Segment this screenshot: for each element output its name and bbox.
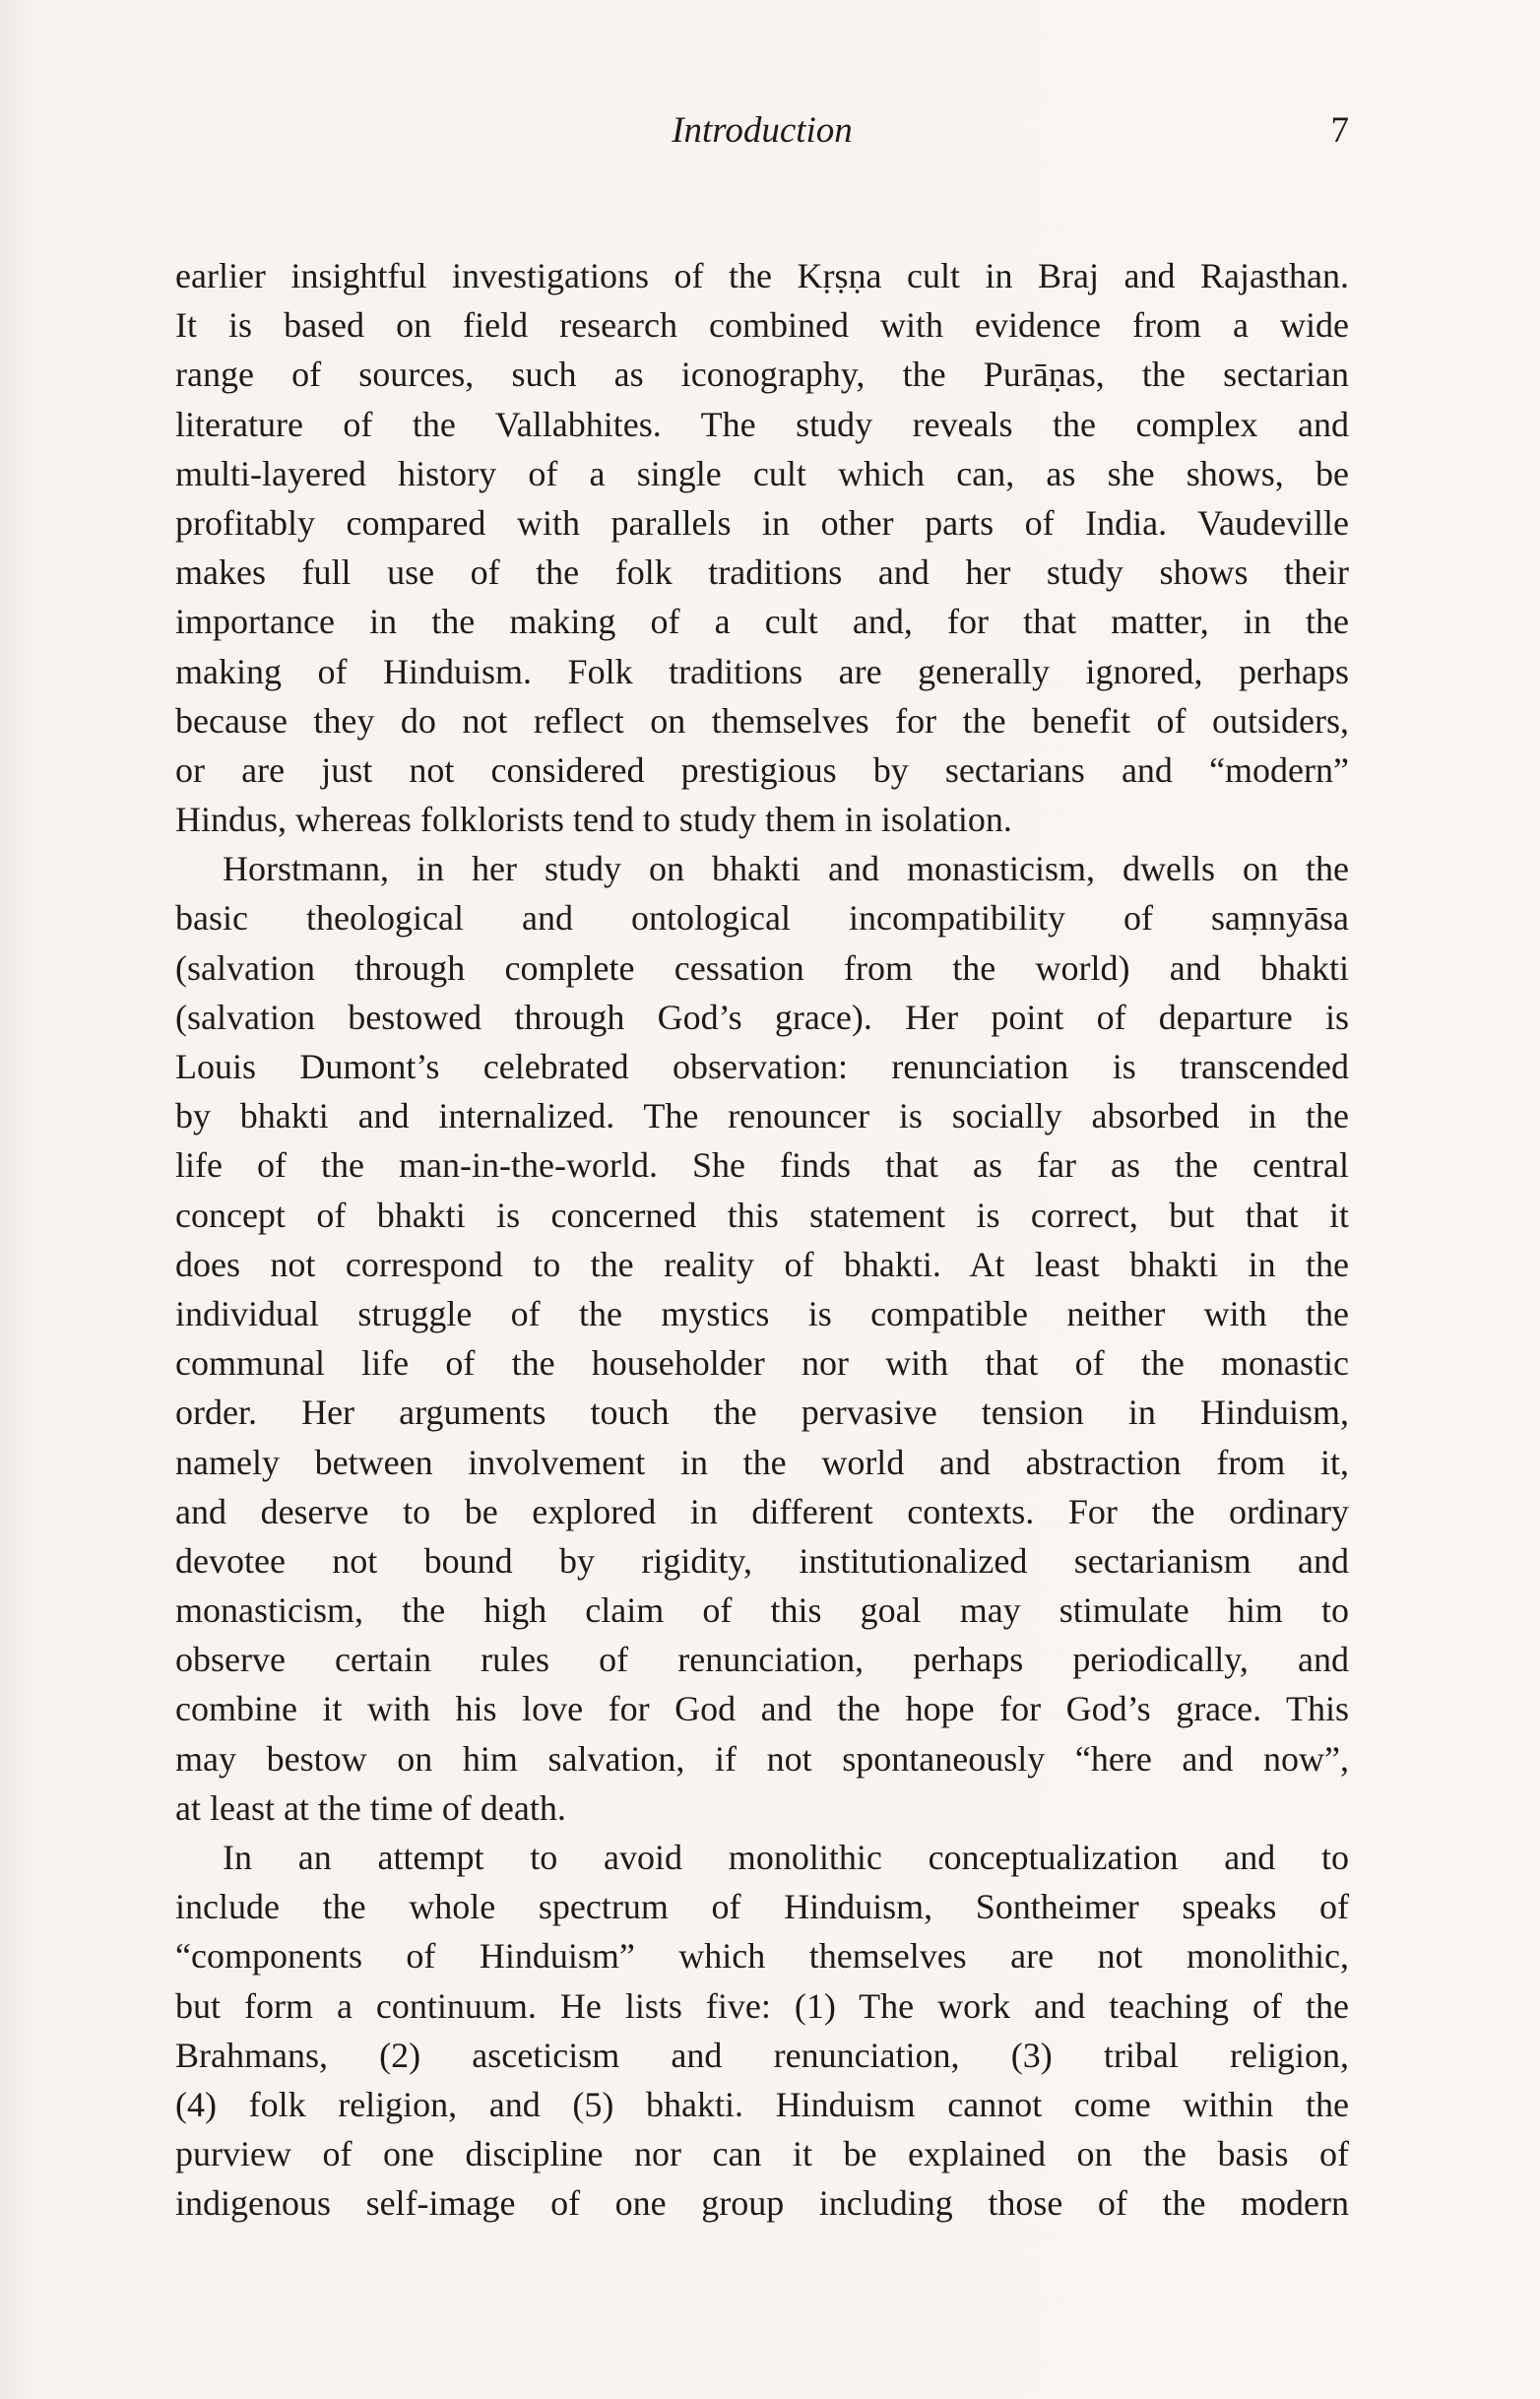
text-line: making of Hinduism. Folk traditions are generally ignored, perhaps [175, 651, 1349, 691]
text-line: observe certain rules of renunciation, perhaps periodically, and [175, 1640, 1349, 1680]
page-number: 7 [1330, 110, 1349, 151]
running-header [175, 106, 1349, 156]
text-line: Horstmann, in her study on bhakti and monasticism, dwells on the [223, 849, 1349, 889]
text-line: by bhakti and internalized. The renouncer is socially absorbed in the [175, 1096, 1349, 1136]
text-line: literature of the Vallabhites. The study reveals the complex and [175, 404, 1349, 444]
text-line: indigenous self-image of one group including those of the modern [175, 2183, 1349, 2224]
text-line: may bestow on him salvation, if not spontaneously “here and now”, [175, 1738, 1349, 1779]
text-line: combine it with his love for God and the hope for God’s grace. This [175, 1689, 1349, 1729]
text-line: multi-layered history of a single cult which can, as she shows, be [175, 453, 1349, 493]
text-line: “components of Hinduism” which themselves are not monolithic, [175, 1936, 1349, 1977]
text-line: (salvation through complete cessation from the world) and bhakti [175, 947, 1349, 988]
text-line: include the whole spectrum of Hinduism, Sontheimer speaks of [175, 1887, 1349, 1927]
text-line: Louis Dumont’s celebrated observation: renunciation is transcended [175, 1047, 1349, 1086]
text-line: but form a continuum. He lists five: (1) The work and teaching of the [175, 1985, 1349, 2026]
text-line: profitably compared with parallels in other parts of India. Vaudeville [175, 502, 1349, 543]
text-line: devotee not bound by rigidity, institutionalized sectarianism and [175, 1540, 1349, 1581]
text-line: or are just not considered prestigious by sectarians and “modern” [175, 749, 1349, 790]
text-line: at least at the time of death. [175, 1787, 566, 1828]
text-line: range of sources, such as iconography, the Purāṇas, the sectarian [175, 355, 1349, 395]
text-line: namely between involvement in the world and abstraction from it, [175, 1442, 1349, 1482]
text-line: life of the man-in-the-world. She finds that as far as the central [175, 1145, 1349, 1186]
text-line: because they do not reflect on themselves for the benefit of outsiders, [175, 700, 1349, 741]
text-line: In an attempt to avoid monolithic conceptualization and to [223, 1838, 1349, 1877]
text-line: Brahmans, (2) asceticism and renunciation, (3) tribal religion, [175, 2035, 1349, 2075]
text-line: purview of one discipline nor can it be explained on the basis of [175, 2134, 1349, 2174]
body-text [175, 251, 1349, 2229]
text-line: (salvation bestowed through God’s grace). Her point of departure is [175, 997, 1349, 1037]
text-line: earlier insightful investigations of the Kṛṣṇa cult in Braj and Rajasthan. [175, 256, 1349, 295]
text-line: makes full use of the folk traditions and her study shows their [175, 552, 1349, 593]
text-line: order. Her arguments touch the pervasive tension in Hinduism, [175, 1393, 1349, 1433]
running-title: Introduction [672, 110, 853, 151]
text-line: concept of bhakti is concerned this statement is correct, but that it [175, 1195, 1349, 1235]
text-line: (4) folk religion, and (5) bhakti. Hinduism cannot come within the [175, 2084, 1349, 2124]
text-line: and deserve to be explored in different contexts. For the ordinary [175, 1491, 1349, 1531]
text-line: individual struggle of the mystics is compatible neither with the [175, 1293, 1349, 1333]
text-line: basic theological and ontological incompatibility of saṃnyāsa [175, 898, 1349, 939]
text-line: monasticism, the high claim of this goal may stimulate him to [175, 1590, 1349, 1631]
text-line: does not correspond to the reality of bhakti. At least bhakti in the [175, 1244, 1349, 1284]
text-line: It is based on field research combined with evidence from a wide [175, 305, 1349, 346]
text-line: communal life of the householder nor with that of the monastic [175, 1343, 1349, 1384]
text-line: Hindus, whereas folklorists tend to study them in isolation. [175, 800, 1012, 840]
text-line: importance in the making of a cult and, for that matter, in the [175, 602, 1349, 642]
